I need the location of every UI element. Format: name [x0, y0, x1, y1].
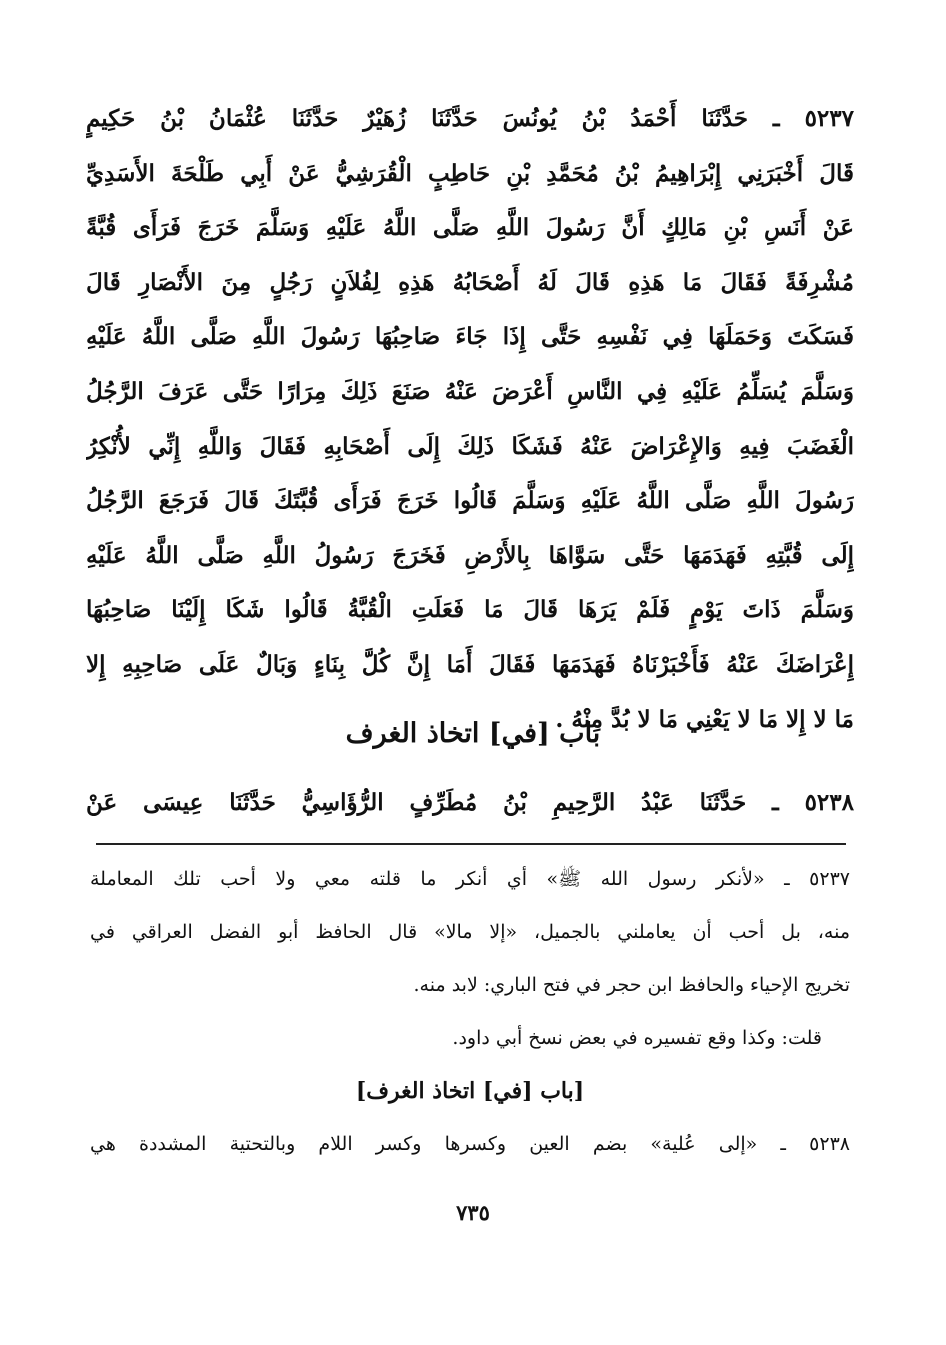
text-line: وَسَلَّمَ ذَاتَ يَوْمٍ فَلَمْ يَرَهَا قَالَ مَا فَعَلَتِ الْقُبَّةُ قَالُوا شَكَا إِلَيْنَا صَاحِبُهَا	[86, 596, 854, 624]
text-line: رَسُولَ اللَّهِ صَلَّى اللَّهُ عَلَيْهِ وَسَلَّمَ قَالُوا خَرَجَ فَرَأَى قُبَّتَكَ قَالَ فَرَجَعَ الرَّجُلُ	[86, 487, 854, 515]
text-line: قَالَ أَخْبَرَنِي إِبْرَاهِيمُ بْنُ مُحَمَّدِ بْنِ حَاطِبٍ الْقُرَشِيُّ عَنْ أَبِي طَلْحَةَ الأَسَدِيِّ	[86, 159, 854, 187]
text-line: فَسَكَتَ وَحَمَلَهَا فِي نَفْسِهِ حَتَّى إِذَا جَاءَ صَاحِبُهَا رَسُولَ اللَّهِ صَلَّى اللَّهُ عَلَيْهِ	[86, 323, 854, 351]
footnote-line: ٥٢٣٧ ـ «لأنكر رسول الله ﷺ» أي أنكر ما قلته معي ولا أحب تلك المعاملة	[90, 868, 850, 890]
footnote-line: تخريج الإحياء والحافظ ابن حجر في فتح الباري: لابد منه.	[413, 974, 850, 996]
text-line: عَنْ أَنَسِ بْنِ مَالِكٍ أَنَّ رَسُولَ اللَّهِ صَلَّى اللَّهُ عَلَيْهِ وَسَلَّمَ خَرَجَ فَرَأَى قُبَّةً	[86, 214, 854, 242]
text-line: الْغَضَبَ فِيهِ وَالإِعْرَاضَ عَنْهُ فَشَكَا ذَلِكَ إِلَى أَصْحَابِهِ فَقَالَ وَاللَّهِ إِنِّي لأُنْكِرُ	[86, 432, 854, 460]
hadith-5237-text	[86, 92, 854, 747]
text-line: وَسَلَّمَ يُسَلِّمُ عَلَيْهِ فِي النَّاسِ أَعْرَضَ عَنْهُ صَنَعَ ذَلِكَ مِرَارًا حَتَّى عَرَفَ الرَّجُلُ	[86, 377, 854, 405]
footnote-line: ٥٢٣٨ ـ «إلى عُلية» بضم العين وكسرها وكسر اللام وبالتحتية المشددة هي	[90, 1133, 850, 1155]
footnote-line: قلت: وكذا وقع تفسيره في بعض نسخ أبي داود.	[452, 1027, 822, 1049]
footnote-line: منه، بل أحب أن يعاملني بالجميل، «إلا مالا» قال الحافظ أبو الفضل العراقي في	[90, 921, 850, 943]
text-line: مَا لا إِلا مَا لا يَعْنِي مَا لا بُدَّ مِنْهُ .	[555, 705, 854, 733]
text-line: ٥٢٣٧ ـ حَدَّثَنَا أَحْمَدُ بْنُ يُونُسَ حَدَّثَنَا زُهَيْرٌ حَدَّثَنَا عُثْمَانُ بْنُ حَكِيمٍ	[86, 105, 854, 132]
hadith-5238-opening: ٥٢٣٨ ـ حَدَّثَنَا عَبْدُ الرَّحِيمِ بْنُ مُطَرِّفٍ الرُّؤَاسِيُّ حَدَّثَنَا عِيسَى عَنْ	[86, 789, 854, 816]
text-line: إِعْرَاضَكَ عَنْهُ فَأَخْبَرْنَاهُ فَهَدَمَهَا فَقَالَ أَمَا إِنَّ كُلَّ بِنَاءٍ وَبَالٌ عَلَى صَاحِبِهِ إِلا	[86, 650, 854, 678]
footnote-chapter-heading: [باب [في] اتخاذ الغرف]	[355, 1078, 585, 1104]
page-number: ٧٣٥	[456, 1200, 490, 1225]
footnotes	[90, 853, 850, 1171]
text-line: مُشْرِفَةً فَقَالَ مَا هَذِهِ قَالَ لَهُ أَصْحَابُهُ هَذِهِ لِفُلاَنٍ رَجُلٍ مِنَ الأَنْصَارِ قَالَ	[86, 268, 854, 296]
footnote-divider	[96, 843, 846, 845]
chapter-heading: باب [في] اتخاذ الغرف	[345, 718, 601, 749]
text-line: إِلَى قُبَّتِهِ فَهَدَمَهَا حَتَّى سَوَّاهَا بِالأَرْضِ فَخَرَجَ رَسُولُ اللَّهِ صَلَّى اللَّهُ عَلَيْهِ	[86, 541, 854, 569]
